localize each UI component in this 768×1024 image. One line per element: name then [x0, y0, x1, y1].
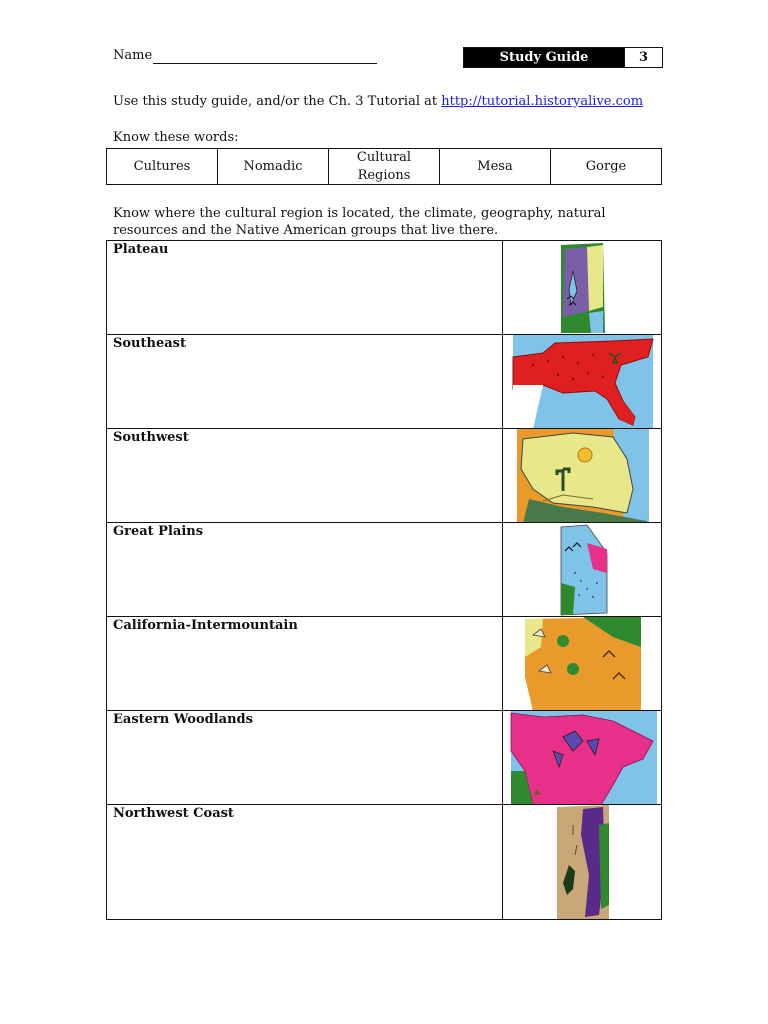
region-label[interactable]: Plateau [107, 241, 503, 334]
southwest-map-icon [503, 429, 661, 522]
study-guide-box [463, 47, 663, 68]
region-row [107, 617, 661, 711]
vocab-word-text: Mesa [477, 158, 513, 174]
tutorial-link[interactable]: http://tutorial.historyalive.com [441, 94, 644, 109]
vocab-word-text: Gorge [585, 158, 627, 174]
name-input-line[interactable] [153, 63, 377, 64]
name-label: Name [113, 48, 153, 63]
intro-sentence: Use this study guide, and/or the Ch. 3 Tutorial at [113, 94, 442, 109]
region-row [107, 805, 661, 920]
great-plains-map-icon [503, 523, 661, 616]
region-row [107, 711, 661, 805]
regions-table [106, 240, 662, 920]
vocab-word [550, 149, 661, 184]
plateau-map-icon [503, 241, 661, 334]
region-label[interactable]: Northwest Coast [107, 805, 503, 919]
vocab-heading: Know these words: [113, 130, 239, 145]
region-label[interactable]: Southwest [107, 429, 503, 522]
vocab-word [107, 149, 217, 184]
vocab-word-text: Cultures [133, 158, 191, 174]
study-guide-title: Study Guide [464, 48, 624, 67]
region-label[interactable]: Southeast [107, 335, 503, 428]
california-intermountain-map-icon [503, 617, 661, 710]
region-label[interactable]: Great Plains [107, 523, 503, 616]
header [113, 47, 662, 67]
intro-text [113, 94, 643, 109]
region-row [107, 241, 661, 335]
region-row [107, 429, 661, 523]
southeast-map-icon [503, 335, 661, 428]
vocab-word [439, 149, 550, 184]
vocab-word-text: Nomadic [243, 158, 303, 174]
vocab-word [217, 149, 328, 184]
vocab-table [106, 148, 662, 185]
region-row [107, 523, 661, 617]
region-row [107, 335, 661, 429]
regions-instructions: Know where the cultural region is located, the climate, geography, natural resources and the Native American groups that live there. [113, 206, 606, 238]
vocab-word [328, 149, 439, 184]
region-label[interactable]: Eastern Woodlands [107, 711, 503, 804]
region-label[interactable]: California-Intermountain [107, 617, 503, 710]
chapter-number: 3 [624, 48, 662, 67]
eastern-woodlands-map-icon [503, 711, 661, 804]
northwest-coast-map-icon [503, 805, 661, 919]
vocab-word-text: Cultural Regions [356, 149, 412, 183]
